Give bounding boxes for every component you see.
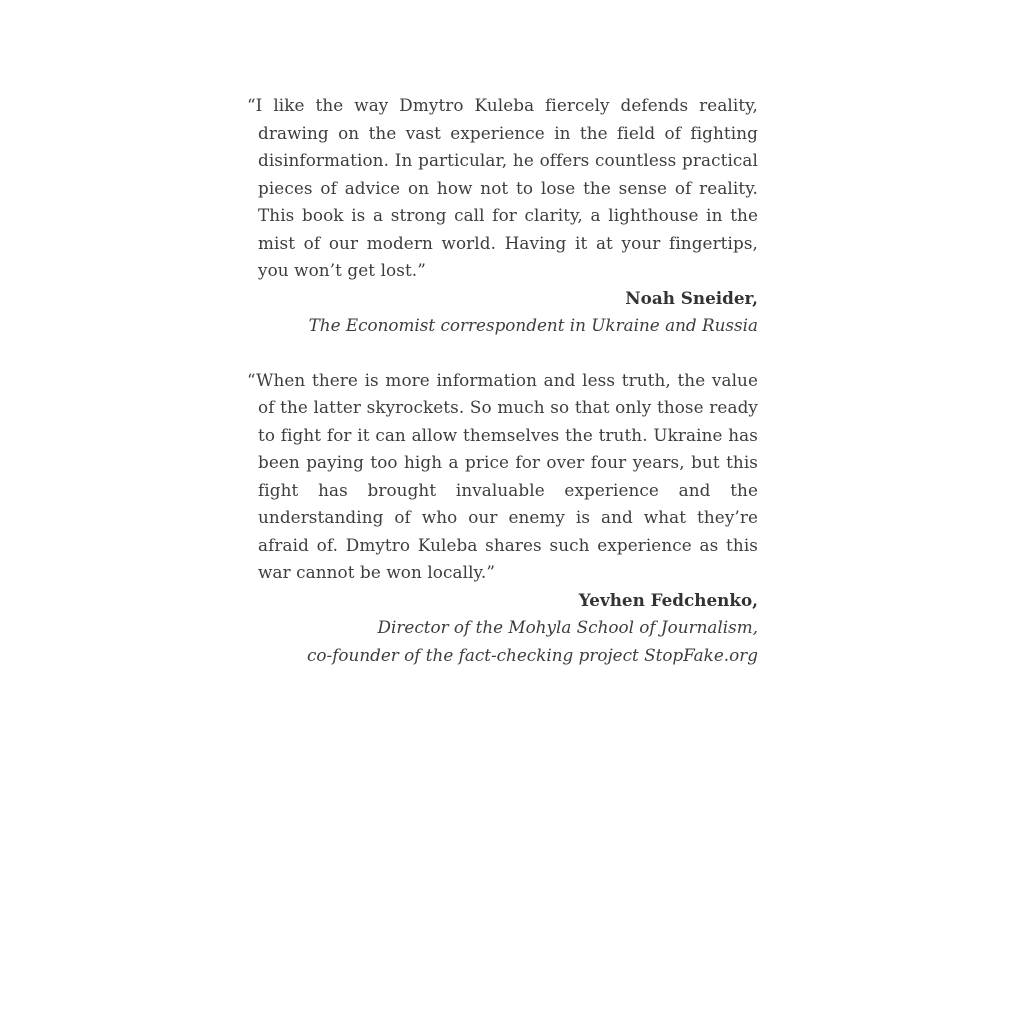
endorsements-section bbox=[247, 92, 758, 669]
endorsement-2-affiliation-line-1: Director of the Mohyla School of Journalism, bbox=[377, 617, 758, 637]
endorsement-1-attribution bbox=[258, 285, 758, 340]
endorsement-2-attribution bbox=[258, 587, 758, 670]
endorsement-block-1 bbox=[247, 92, 758, 340]
endorsement-1-quote: “I like the way Dmytro Kuleba fiercely defends reality, drawing on the vast experience in the field of fighting disinformation. In particular, he offers countless practical pieces of advice on how not to lose the sense of reality. This book is a strong call for clarity, a lighthouse in the mist of our modern world. Having it at your fingertips, you won’t get lost.” bbox=[247, 95, 758, 280]
endorsement-2-author: Yevhen Fedchenko, bbox=[578, 589, 758, 610]
endorsement-block-2 bbox=[247, 367, 758, 670]
endorsement-2-quote: “When there is more information and less truth, the value of the latter skyrockets. So much so that only those ready to fight for it can allow themselves the truth. Ukraine has been paying too high a price for over four years, but this fight has brought invaluable experience and the understanding of who our enemy is and what they’re afraid of. Dmytro Kuleba shares such experience as this war cannot be won locally.” bbox=[247, 369, 758, 582]
endorsement-2-affiliation-line-2: co-founder of the fact-checking project StopFake.org bbox=[307, 644, 758, 665]
endorsement-1-affiliation-line-1: The Economist correspondent in Ukraine and Russia bbox=[308, 315, 758, 335]
endorsement-1-author: Noah Sneider, bbox=[625, 287, 758, 308]
